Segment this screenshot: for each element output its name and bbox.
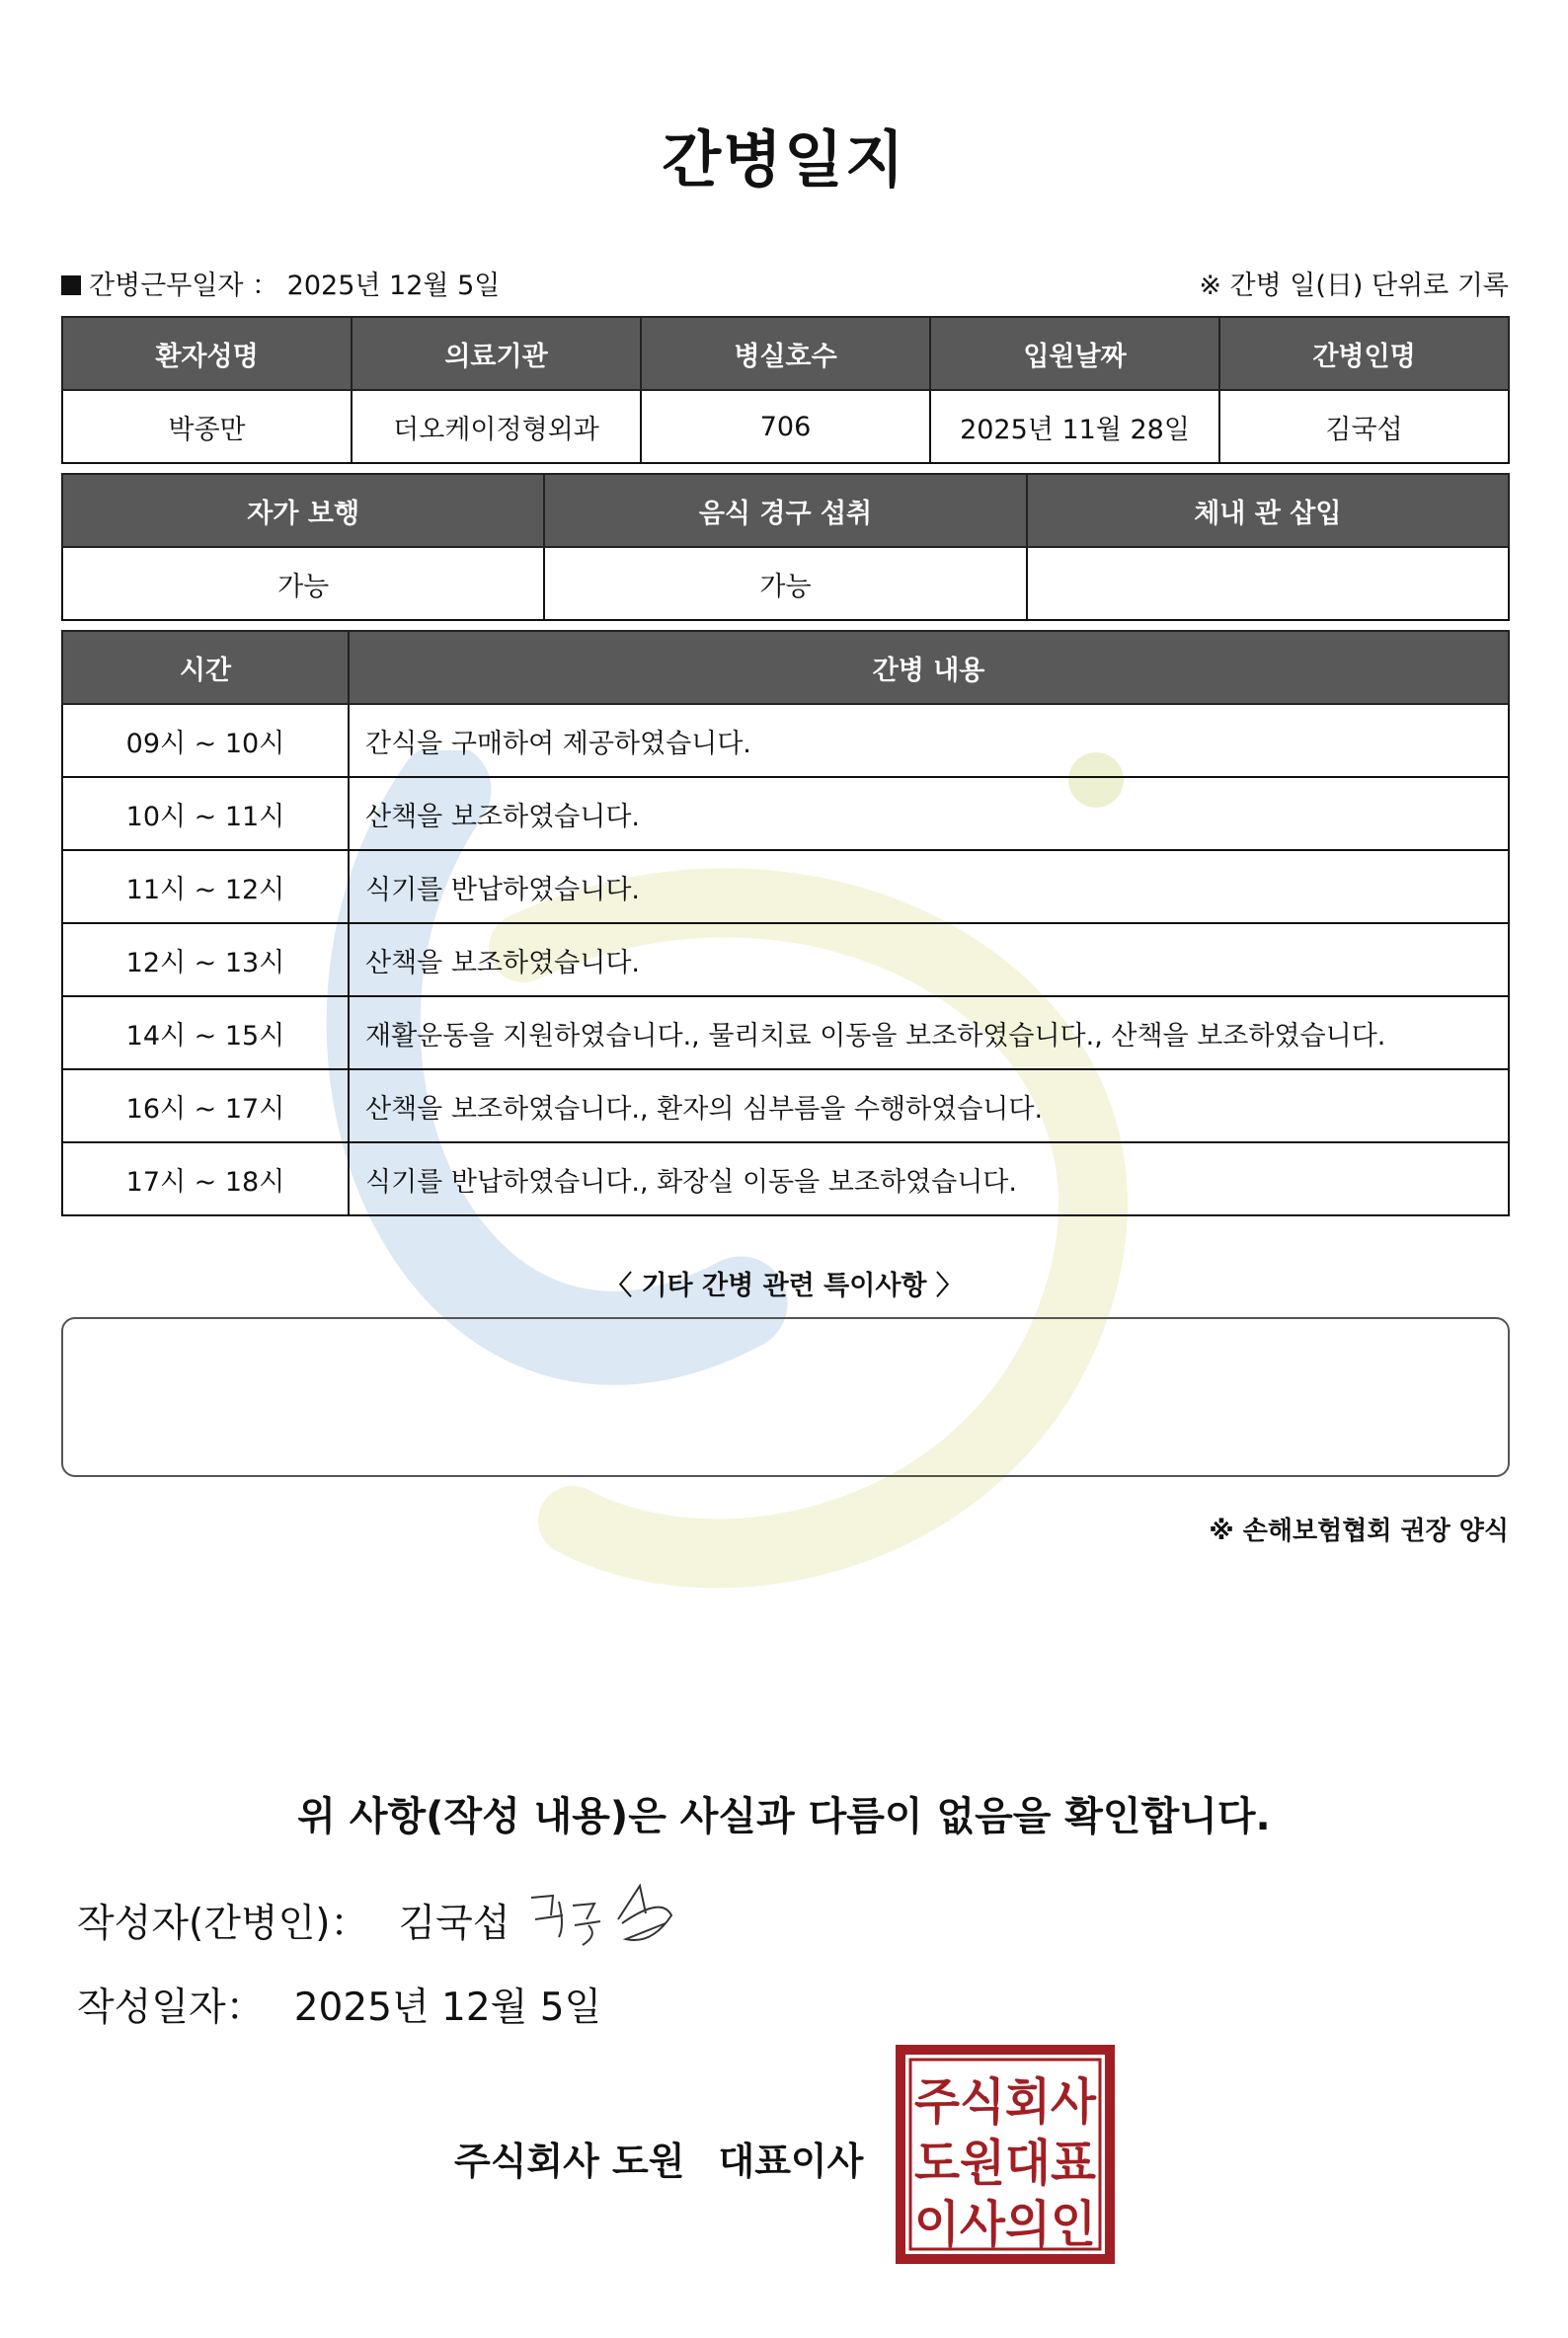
log-content: 식기를 반납하였습니다., 화장실 이동을 보조하였습니다. — [349, 1142, 1509, 1215]
care-log-table — [61, 630, 1510, 1216]
table-row — [62, 923, 1509, 996]
company-line — [454, 2131, 863, 2185]
representative-title: 대표이사 — [718, 2140, 864, 2183]
square-bullet-icon — [61, 275, 81, 295]
table-row — [62, 1069, 1509, 1142]
header-time: 시간 — [62, 631, 349, 704]
table-row — [62, 777, 1509, 850]
self-walking-value: 가능 — [62, 547, 544, 620]
written-date-value: 2025년 12월 5일 — [293, 1986, 602, 2030]
table-header-row — [62, 631, 1509, 704]
header-hospital: 의료기관 — [352, 317, 641, 390]
table-row — [62, 547, 1509, 620]
table-header-row — [62, 474, 1509, 547]
table-row — [62, 996, 1509, 1069]
header-care-content: 간병 내용 — [349, 631, 1509, 704]
log-time: 11시 ~ 12시 — [62, 850, 349, 923]
log-content: 산책을 보조하였습니다. — [349, 923, 1509, 996]
table-row — [62, 1142, 1509, 1215]
svg-text:도원대표: 도원대표 — [914, 2135, 1097, 2192]
recommendation-note: ※ 손해보험협회 권장 양식 — [1209, 1517, 1509, 1546]
log-content: 산책을 보조하였습니다., 환자의 심부름을 수행하였습니다. — [349, 1069, 1509, 1142]
svg-text:이사의인: 이사의인 — [914, 2196, 1096, 2253]
header-self-walking: 자가 보행 — [62, 474, 544, 547]
record-unit-note: ※ 간병 일(日) 단위로 기록 — [1199, 271, 1509, 301]
document-title: 간병일지 — [662, 123, 906, 195]
oral-intake-value: 가능 — [544, 547, 1026, 620]
patient-info-table — [61, 316, 1510, 464]
header-patient-name: 환자성명 — [62, 317, 352, 390]
log-time: 09시 ~ 10시 — [62, 704, 349, 777]
table-header-row — [62, 317, 1509, 390]
tube-insertion-value — [1027, 547, 1509, 620]
svg-text:주식회사: 주식회사 — [914, 2073, 1097, 2131]
special-notes-title: 〈 기타 간병 관련 특이사항 〉 — [605, 1271, 963, 1301]
header-admission-date: 입원날짜 — [930, 317, 1219, 390]
header-room-number: 병실호수 — [641, 317, 930, 390]
header-tube-insertion: 체내 관 삽입 — [1027, 474, 1509, 547]
log-content: 간식을 구매하여 제공하였습니다. — [349, 704, 1509, 777]
room-number: 706 — [641, 390, 930, 463]
table-row — [62, 704, 1509, 777]
log-time: 14시 ~ 15시 — [62, 996, 349, 1069]
log-time: 10시 ~ 11시 — [62, 777, 349, 850]
log-time: 17시 ~ 18시 — [62, 1142, 349, 1215]
header-caregiver-name: 간병인명 — [1219, 317, 1509, 390]
company-name: 주식회사 도원 — [454, 2140, 685, 2183]
patient-ability-table — [61, 473, 1510, 621]
log-content: 재활운동을 지원하였습니다., 물리치료 이동을 보조하였습니다., 산책을 보조하였습니다. — [349, 996, 1509, 1069]
admission-date: 2025년 11월 28일 — [930, 390, 1219, 463]
log-time: 16시 ~ 17시 — [62, 1069, 349, 1142]
work-date-label: 간병근무일자 ： — [89, 271, 279, 301]
work-date-line — [61, 264, 500, 302]
header-oral-intake: 음식 경구 섭취 — [544, 474, 1026, 547]
patient-name: 박종만 — [62, 390, 352, 463]
written-date-line — [77, 1977, 601, 2032]
writer-line — [77, 1893, 510, 1948]
writer-label: 작성자(간병인)： — [77, 1902, 369, 1946]
log-time: 12시 ~ 13시 — [62, 923, 349, 996]
hospital-name: 더오케이정형외과 — [352, 390, 641, 463]
work-date-value: 2025년 12월 5일 — [286, 271, 501, 301]
writer-name: 김국섭 — [398, 1902, 510, 1946]
written-date-label: 작성일자： — [77, 1986, 265, 2030]
handwritten-signature — [523, 1876, 681, 1955]
log-content: 식기를 반납하였습니다. — [349, 850, 1509, 923]
table-row — [62, 850, 1509, 923]
log-content: 산책을 보조하였습니다. — [349, 777, 1509, 850]
caregiver-name: 김국섭 — [1219, 390, 1509, 463]
special-notes-box — [61, 1317, 1510, 1477]
confirmation-statement: 위 사항(작성 내용)은 사실과 다름이 없음을 확인합니다. — [297, 1794, 1271, 1839]
table-row — [62, 390, 1509, 463]
company-seal — [895, 2044, 1116, 2265]
